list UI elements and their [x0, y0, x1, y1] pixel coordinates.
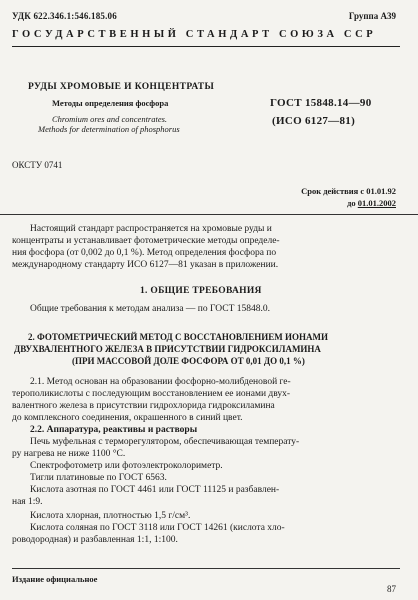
intro-line: международному стандарту ИСО 6127—81 указан в приложении. — [12, 260, 279, 270]
gost-number: ГОСТ 15848.14—90 — [270, 97, 372, 109]
title-english-line1: Chromium ores and concentrates. — [52, 114, 168, 124]
okstu-code: ОКСТУ 0741 — [12, 160, 63, 170]
section2-line: 2.1. Метод основан на образовании фосфорно-молибденовой ге- — [30, 377, 291, 387]
section2-line: Печь муфельная с терморегулятором, обеспечивающая температу- — [30, 437, 300, 447]
section2-heading-line: 2. ФОТОМЕТРИЧЕСКИЙ МЕТОД С ВОССТАНОВЛЕНИЕМ ИОНАМИ — [28, 332, 329, 342]
section2-line: Тигли платиновые по ГОСТ 6563. — [30, 473, 167, 483]
section2-line: валентного железа в присутствии гидрохлорида гидроксиламина — [12, 401, 275, 411]
section1-heading: 1. ОБЩИЕ ТРЕБОВАНИЯ — [140, 286, 262, 296]
section2-heading-line: (ПРИ МАССОВОЙ ДОЛЕ ФОСФОРА ОТ 0,01 ДО 0,1 %) — [72, 356, 305, 366]
section2-line: до комплексного соединения, окрашенного в синий цвет. — [12, 413, 243, 423]
footer-rule — [12, 568, 400, 569]
document-title: РУДЫ ХРОМОВЫЕ И КОНЦЕНТРАТЫ — [28, 82, 215, 92]
section2-line: Кислота хлорная, плотностью 1,5 г/см³. — [30, 511, 191, 521]
page-number: 87 — [387, 584, 396, 594]
group-code: Группа А39 — [348, 11, 396, 21]
intro-line: Настоящий стандарт распространяется на хромовые руды и — [30, 224, 272, 234]
section2-line: ру нагрева не ниже 1100 °С. — [12, 449, 126, 459]
udk-code: УДК 622.346.1:546.185.06 — [12, 11, 117, 21]
intro-line: концентраты и устанавливает фотометрические методы определе- — [12, 236, 280, 246]
section2-line: ная 1:9. — [12, 497, 43, 507]
edition-label: Издание официальное — [12, 574, 98, 584]
validity-end-date: 01.01.2002 — [357, 198, 396, 208]
validity-rule — [0, 214, 418, 215]
section2-subheading: 2.2. Аппаратура, реактивы и растворы — [30, 425, 198, 435]
validity-end-prefix: до — [347, 198, 358, 208]
section2-line: роводородная) и разбавленная 1:1, 1:100. — [12, 535, 178, 545]
intro-line: ния фосфора (от 0,002 до 0,1 %). Метод определения фосфора по — [12, 248, 277, 258]
header-rule — [12, 46, 400, 47]
validity-end — [347, 198, 396, 208]
document-subtitle: Методы определения фосфора — [52, 98, 169, 108]
section2-line: Кислота соляная по ГОСТ 3118 или ГОСТ 14261 (кислота хло- — [30, 523, 285, 533]
title-english-line2: Methods for determination of phosphorus — [38, 124, 180, 134]
section2-line: Кислота азотная по ГОСТ 4461 или ГОСТ 11125 и разбавлен- — [30, 485, 280, 495]
validity-start: Срок действия с 01.01.92 — [301, 186, 396, 196]
section2-line: терополикислоты с последующим восстановлением ее ионами двух- — [12, 389, 291, 399]
standard-body-title: ГОСУДАРСТВЕННЫЙ СТАНДАРТ СОЮЗА ССР — [12, 29, 377, 40]
section2-heading-line: ДВУХВАЛЕНТНОГО ЖЕЛЕЗА В ПРИСУТСТВИИ ГИДРОКСИЛАМИНА — [14, 344, 321, 354]
section1-text: Общие требования к методам анализа — по ГОСТ 15848.0. — [30, 304, 271, 314]
section2-line: Спектрофотометр или фотоэлектроколориметр. — [30, 461, 223, 471]
iso-number: (ИСО 6127—81) — [272, 115, 356, 127]
